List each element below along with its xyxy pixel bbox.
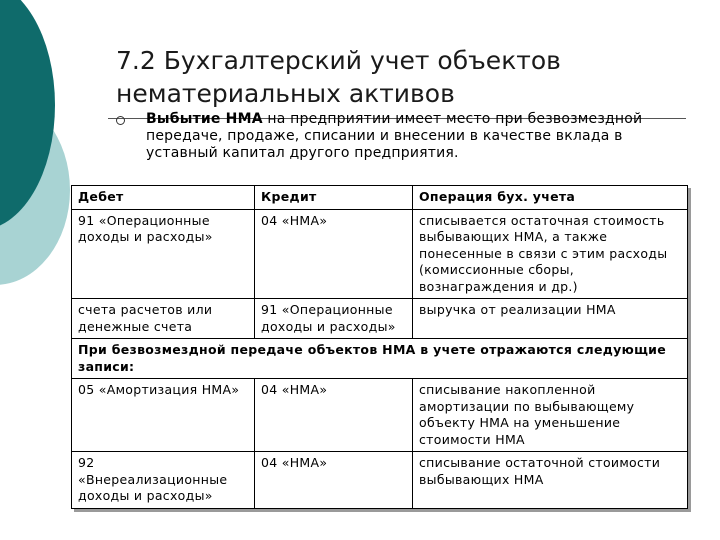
bullet-bold-lead: Выбытие НМА xyxy=(146,111,263,127)
cell-credit: 04 «НМА» xyxy=(255,209,413,299)
header-credit: Кредит xyxy=(255,186,413,210)
circle-bullet-icon xyxy=(116,116,125,125)
cell-operation: списывается остаточная стоимость выбывающих НМА, а также понесенные в связи с этим расходы (комиссионные сборы, вознаграждения и др.) xyxy=(413,209,688,299)
cell-debit: 05 «Амортизация НМА» xyxy=(72,379,255,452)
table-header-row xyxy=(72,186,688,210)
title-line-1: 7.2 Бухгалтерский учет объектов xyxy=(116,46,561,75)
cell-credit: 91 «Операционные доходы и расходы» xyxy=(255,299,413,339)
table-row xyxy=(72,299,688,339)
cell-debit: 92 «Внереализационные доходы и расходы» xyxy=(72,452,255,509)
table-row xyxy=(72,379,688,452)
bullet-text: на предприятии имеет место при безвозмездной передаче, продаже, списании и внесении в качестве вклада в уставный капитал другого предприятия. xyxy=(146,111,643,161)
cell-debit: 91 «Операционные доходы и расходы» xyxy=(72,209,255,299)
cell-operation: списывание остаточной стоимости выбывающих НМА xyxy=(413,452,688,509)
title-line-2: нематериальных активов xyxy=(116,79,455,108)
slide-title xyxy=(116,44,696,110)
table-row xyxy=(72,452,688,509)
cell-operation: выручка от реализации НМА xyxy=(413,299,688,339)
cell-credit: 04 «НМА» xyxy=(255,379,413,452)
header-debit: Дебет xyxy=(72,186,255,210)
cell-operation: списывание накопленной амортизации по выбывающему объекту НМА на уменьшение стоимости НМА xyxy=(413,379,688,452)
accounting-entries-table xyxy=(71,185,688,509)
cell-credit: 04 «НМА» xyxy=(255,452,413,509)
table-row xyxy=(72,209,688,299)
section-note: При безвозмездной передаче объектов НМА в учете отражаются следующие записи: xyxy=(72,339,688,379)
table-section-row xyxy=(72,339,688,379)
header-operation: Операция бух. учета xyxy=(413,186,688,210)
bullet-paragraph xyxy=(116,111,686,162)
cell-debit: счета расчетов или денежные счета xyxy=(72,299,255,339)
